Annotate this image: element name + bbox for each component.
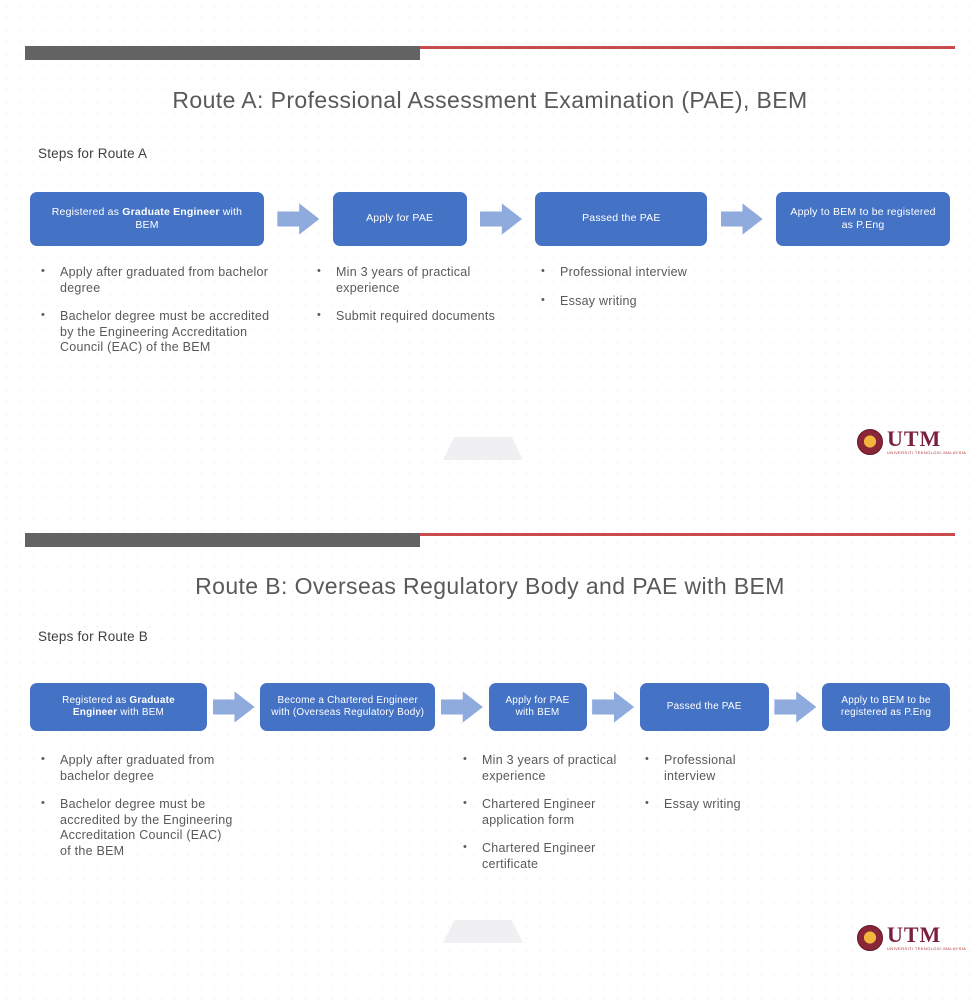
- flow-connector: [707, 202, 776, 236]
- bullet-item: • Essay writing: [640, 797, 766, 813]
- right-arrow-icon: [213, 690, 255, 724]
- flow-step-passed-the-pae: Passed the PAE: [535, 192, 707, 246]
- right-arrow-icon: [277, 202, 319, 236]
- utm-emblem-icon: [857, 925, 883, 951]
- bullet-item: • Apply after graduated from bachelor degree: [36, 753, 234, 784]
- flow-step-registered-graduate-engineer: [30, 192, 264, 246]
- flow-step-apply-for-pae: Apply for PAE: [333, 192, 467, 246]
- bullet-item: • Bachelor degree must be accredited by the Engineering Accreditation Council (EAC) of the BEM: [36, 797, 234, 859]
- bullet-item: • Min 3 years of practical experience: [458, 753, 636, 784]
- bullet-column-passed-pae: [536, 265, 736, 322]
- flow-diagram: [30, 192, 950, 246]
- flow-connector: [587, 690, 640, 724]
- bullet-item: • Chartered Engineer certificate: [458, 841, 636, 872]
- utm-logo: [857, 924, 966, 951]
- right-arrow-icon: [480, 202, 522, 236]
- right-arrow-icon: [774, 690, 816, 724]
- bullet-column-passed-pae: [640, 753, 766, 826]
- flow-step-apply-pae-with-bem: Apply for PAE with BEM: [489, 683, 587, 731]
- flow-step-label: Registered as Graduate Engineer with BEM: [62, 694, 175, 718]
- footer-trapezoid-decoration: [443, 920, 523, 943]
- bullet-column-apply-pae: [312, 265, 510, 338]
- utm-emblem-icon: [857, 429, 883, 455]
- utm-logo-caption: UNIVERSITI TEKNOLOGI MALAYSIA: [887, 450, 967, 455]
- bullet-item: • Essay writing: [536, 294, 736, 310]
- flow-connector: [207, 690, 260, 724]
- utm-logo: [857, 428, 966, 455]
- bullet-column-apply-pae: [458, 753, 636, 885]
- page-title: Route B: Overseas Regulatory Body and PAE with BEM: [195, 573, 785, 599]
- bullet-item: • Professional interview: [536, 265, 736, 281]
- page-title: Route A: Professional Assessment Examination (PAE), BEM: [172, 87, 808, 113]
- flow-connector: [467, 202, 536, 236]
- header-bar-red-line: [420, 46, 955, 49]
- flow-connector: [769, 690, 822, 724]
- bullet-item: • Professional interview: [640, 753, 766, 784]
- flow-connector: [435, 690, 488, 724]
- bullet-item: • Chartered Engineer application form: [458, 797, 636, 828]
- section-subtitle: Steps for Route B: [38, 629, 148, 644]
- bullet-item: • Min 3 years of practical experience: [312, 265, 510, 296]
- footer-trapezoid-decoration: [443, 437, 523, 460]
- flow-step-passed-the-pae: Passed the PAE: [640, 683, 769, 731]
- utm-logo-acronym: UTM: [887, 922, 942, 947]
- header-bar: [25, 533, 955, 547]
- header-bar-gray: [25, 46, 420, 60]
- utm-logo-caption: UNIVERSITI TEKNOLOGI MALAYSIA: [887, 946, 967, 951]
- flow-connector: [264, 202, 333, 236]
- header-bar: [25, 46, 955, 60]
- bullet-item: • Submit required documents: [312, 309, 510, 325]
- right-arrow-icon: [592, 690, 634, 724]
- flow-step-apply-to-bem-peng: Apply to BEM to be registered as P.Eng: [822, 683, 950, 731]
- right-arrow-icon: [721, 202, 763, 236]
- flow-step-registered-graduate-engineer: [30, 683, 207, 731]
- slide-route-b: [0, 501, 980, 1002]
- bullet-item: • Bachelor degree must be accredited by the Engineering Accreditation Council (EAC) of the BEM: [36, 309, 276, 356]
- bullet-item: • Apply after graduated from bachelor degree: [36, 265, 276, 296]
- flow-step-apply-to-bem-peng: Apply to BEM to be registered as P.Eng: [776, 192, 950, 246]
- flow-step-label: Registered as Graduate Engineer with BEM: [51, 205, 243, 231]
- header-bar-gray: [25, 533, 420, 547]
- flow-step-chartered-engineer-overseas: Become a Chartered Engineer with (Overseas Regulatory Body): [260, 683, 435, 731]
- right-arrow-icon: [441, 690, 483, 724]
- utm-logo-acronym: UTM: [887, 426, 942, 451]
- flow-diagram: [30, 683, 950, 731]
- bullet-column-registered: [36, 265, 276, 369]
- header-bar-red-line: [420, 533, 955, 536]
- bullet-column-registered: [36, 753, 234, 872]
- section-subtitle: Steps for Route A: [38, 146, 148, 161]
